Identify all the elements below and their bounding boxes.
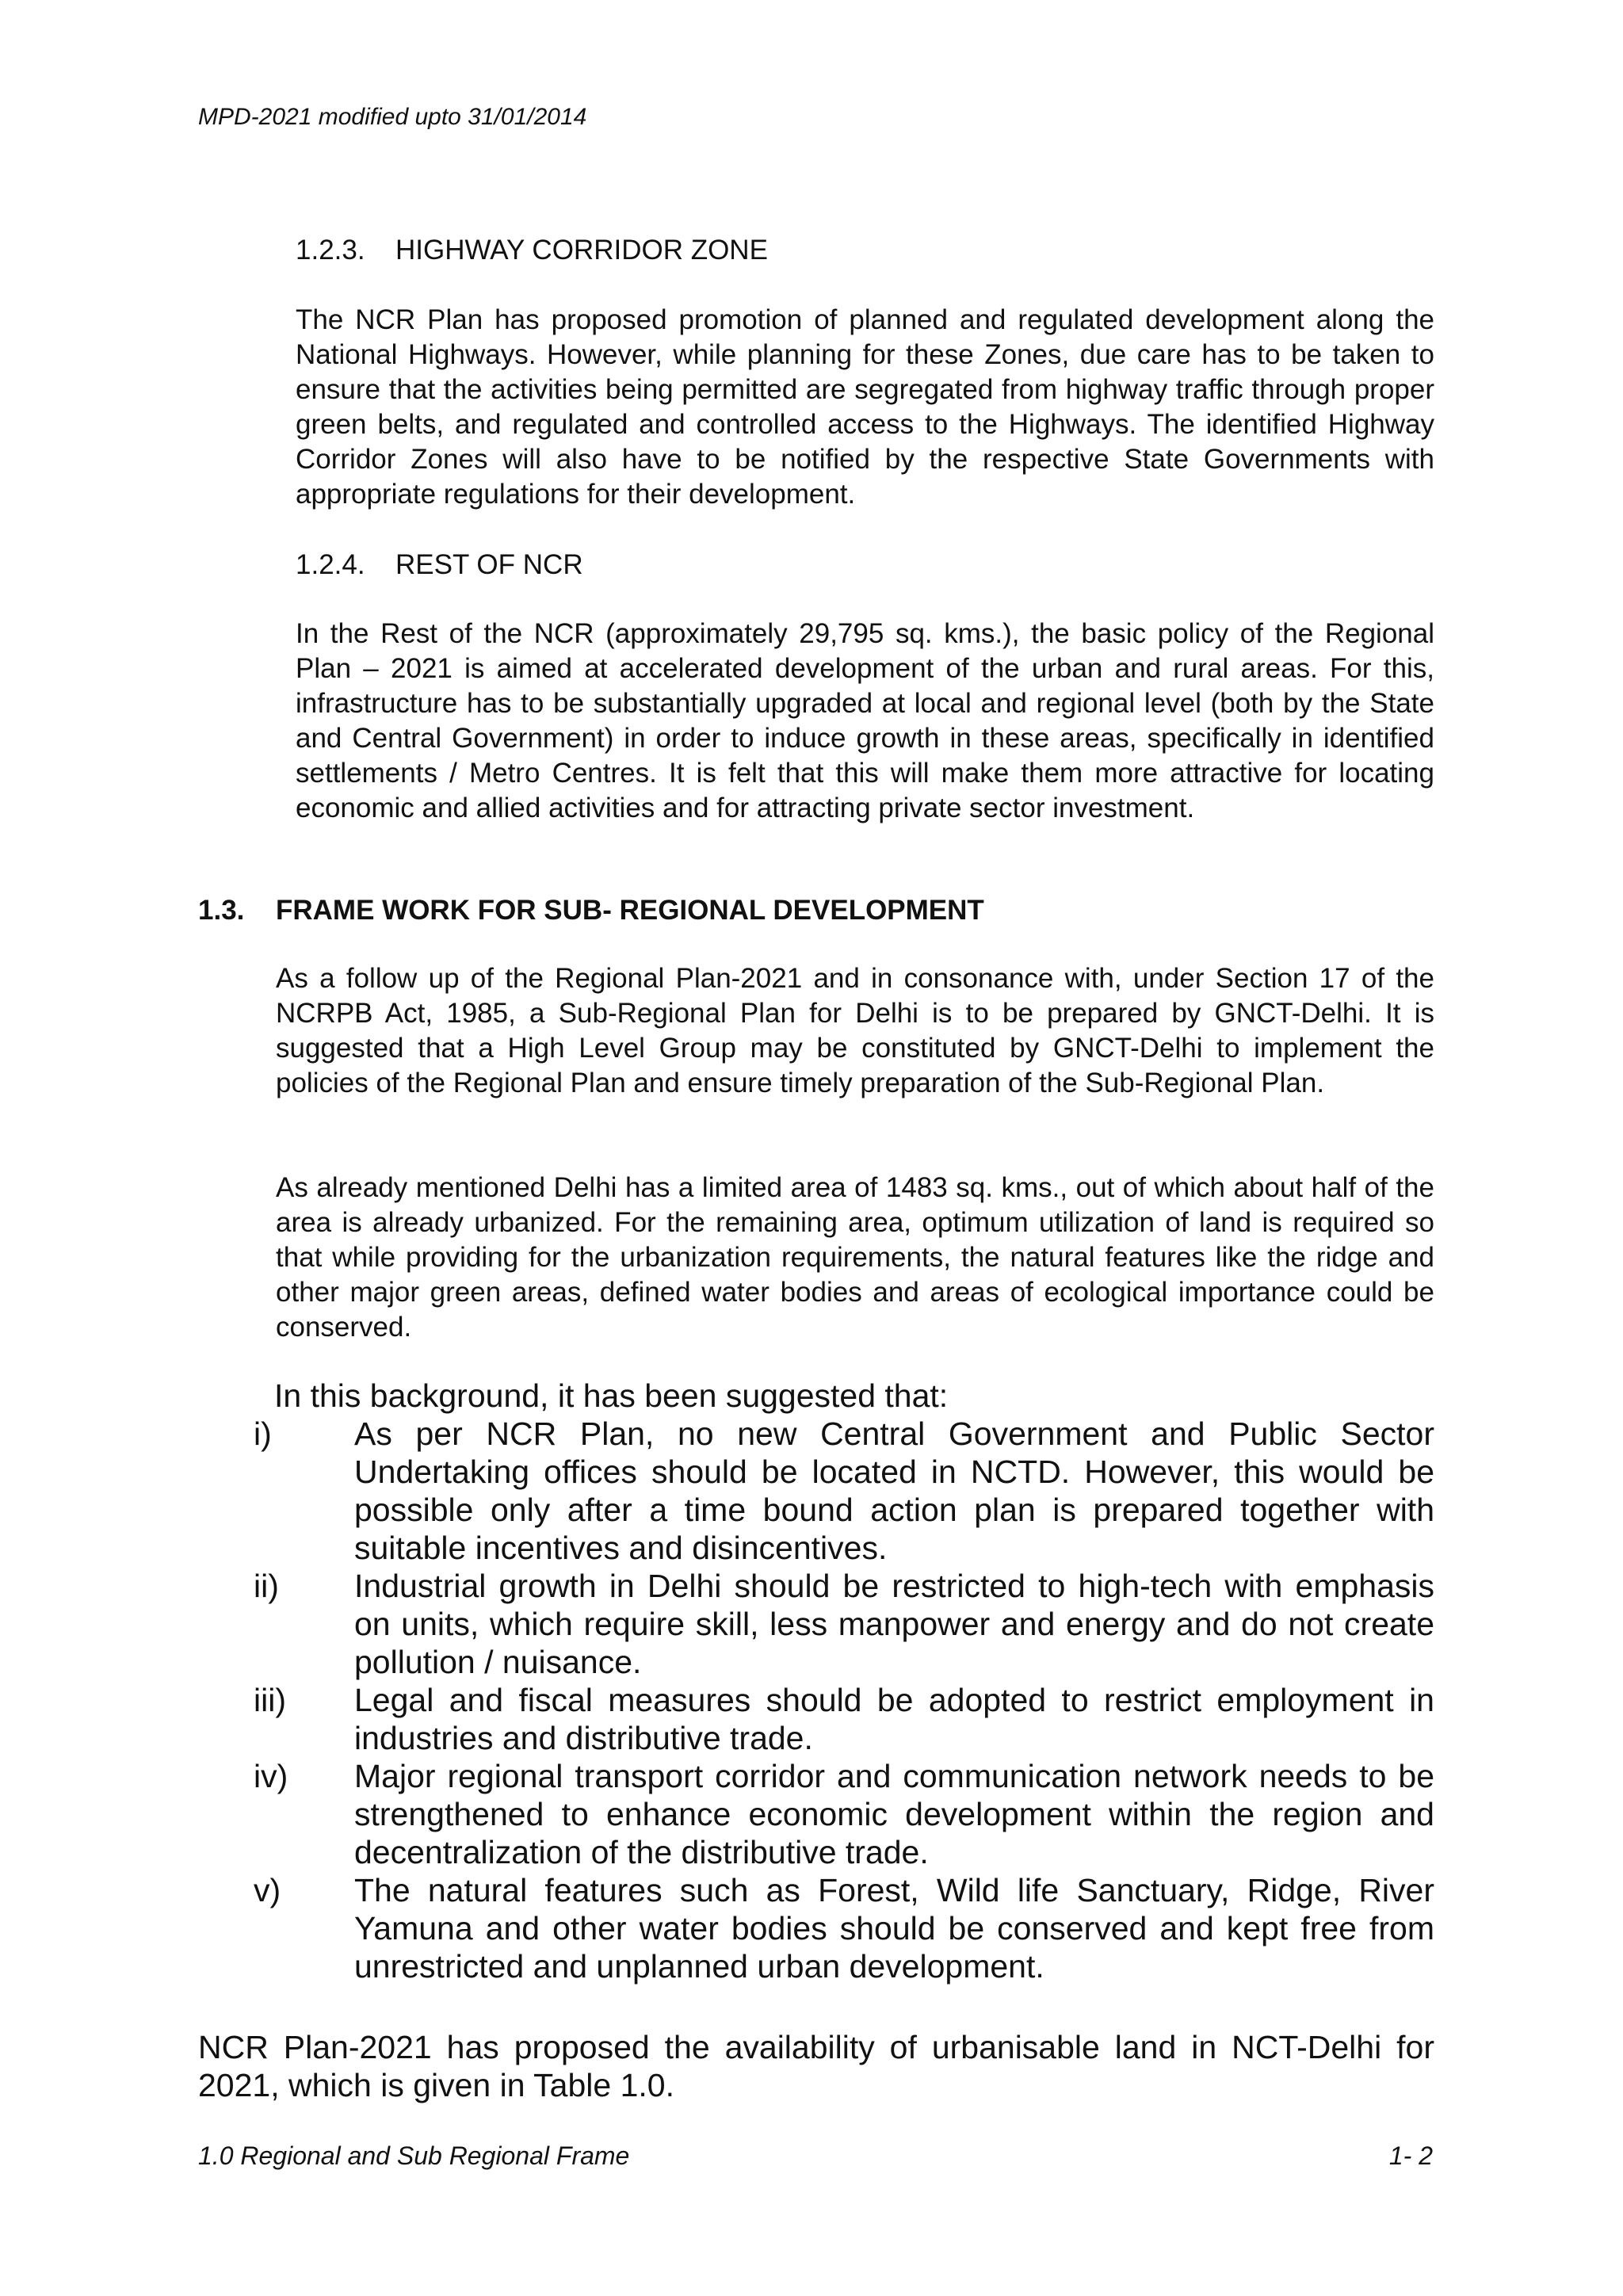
list-item	[254, 1757, 1434, 1871]
list-marker: v)	[254, 1872, 281, 1908]
section-1-2-4-body: In the Rest of the NCR (approximately 29,795 sq. kms.), the basic policy of the Regional Plan – 2021 is aimed at accelerated development of the urban and rural areas. For this, infrastructure has to be substantially upgraded at local and regional level (both by the State and Central Government) in order to induce growth in these areas, specifically in identified settlements / Metro Centres. It is felt that this will make them more attractive for locating economic and allied activities and for attracting private sector investment.	[296, 618, 1434, 823]
list-item-text: Industrial growth in Delhi should be restricted to high-tech with emphasis on units, which require skill, less manpower and energy and do not create pollution / nuisance.	[354, 1568, 1434, 1680]
section-heading-1-3	[198, 895, 984, 926]
list-item-text: Legal and fiscal measures should be adopted to restrict employment in industries and distributive trade.	[354, 1682, 1434, 1756]
section-title: REST OF NCR	[395, 549, 583, 580]
section-heading-1-2-3	[296, 235, 768, 266]
section-1-3-paragraph-2: As already mentioned Delhi has a limited area of 1483 sq. kms., out of which about half of the area is already urbanized. For the remaining area, optimum utilization of land is required so that while providing for the urbanization requirements, the natural features like the ridge and other major green areas, defined water bodies and areas of ecological importance could be conserved.	[276, 1172, 1434, 1343]
section-1-3-paragraph-1: As a follow up of the Regional Plan-2021 and in consonance with, under Section 17 of the NCRPB Act, 1985, a Sub-Regional Plan for Delhi is to be prepared by GNCT-Delhi. It is suggested that a High Level Group may be constituted by GNCT-Delhi to implement the policies of the Regional Plan and ensure timely preparation of the Sub-Regional Plan.	[276, 963, 1434, 1098]
list-item	[254, 1681, 1434, 1757]
footer-chapter-title: 1.0 Regional and Sub Regional Frame	[198, 2141, 630, 2170]
list-item-text: As per NCR Plan, no new Central Government and Public Sector Undertaking offices should be located in NCTD. However, this would be possible only after a time bound action plan is prepared together with suitable incentives and disincentives.	[354, 1415, 1434, 1566]
list-marker: ii)	[254, 1568, 279, 1604]
section-number: 1.3.	[198, 895, 245, 926]
list-marker: iv)	[254, 1758, 288, 1794]
section-title: FRAME WORK FOR SUB- REGIONAL DEVELOPMENT	[276, 895, 984, 926]
suggestion-list	[254, 1415, 1434, 1985]
list-item	[254, 1871, 1434, 1985]
list-marker: i)	[254, 1415, 272, 1452]
section-title: HIGHWAY CORRIDOR ZONE	[395, 235, 768, 266]
list-marker: iii)	[254, 1682, 286, 1718]
page-header: MPD-2021 modified upto 31/01/2014	[198, 104, 587, 130]
section-heading-1-2-4	[296, 549, 583, 581]
section-1-2-3-body: The NCR Plan has proposed promotion of planned and regulated development along the National Highways. However, while planning for these Zones, due care has to be taken to ensure that the activities being permitted are segregated from highway traffic through proper green belts, and regulated and controlled access to the Highways. The identified Highway Corridor Zones will also have to be notified by the respective State Governments with appropriate regulations for their development.	[296, 304, 1434, 510]
list-item	[254, 1567, 1434, 1681]
footer-page-number: 1- 2	[1388, 2141, 1433, 2170]
list-item	[254, 1415, 1434, 1567]
closing-paragraph: NCR Plan-2021 has proposed the availability of urbanisable land in NCT-Delhi for 2021, which is given in Table 1.0.	[198, 2029, 1434, 2103]
section-number: 1.2.4.	[296, 549, 365, 580]
list-item-text: The natural features such as Forest, Wild life Sanctuary, Ridge, River Yamuna and other water bodies should be conserved and kept free from unrestricted and unplanned urban development.	[354, 1872, 1434, 1985]
list-item-text: Major regional transport corridor and communication network needs to be strengthened to enhance economic development within the region and decentralization of the distributive trade.	[354, 1758, 1434, 1870]
list-intro: In this background, it has been suggested that:	[274, 1377, 949, 1414]
section-number: 1.2.3.	[296, 235, 365, 266]
